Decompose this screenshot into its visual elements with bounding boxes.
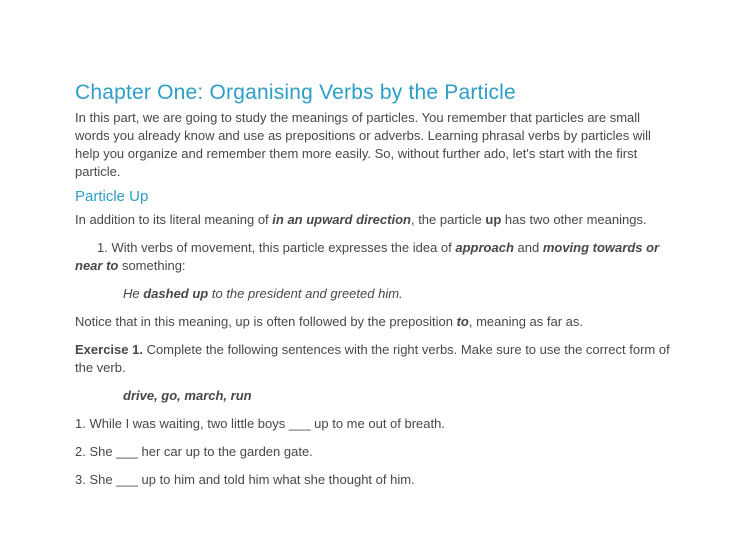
meaning-run-0: In addition to its literal meaning of xyxy=(75,212,273,227)
meaning-paragraph xyxy=(75,211,675,229)
note-run-0: Notice that in this meaning, up is often followed by the preposition xyxy=(75,314,457,329)
section-heading: Particle Up xyxy=(75,188,149,205)
point-run-3: moving towards or near to xyxy=(75,240,660,273)
point-run-2: and xyxy=(513,240,543,255)
document-content xyxy=(75,82,675,489)
point-run-0: 1. With verbs of movement, this particle expresses the idea of xyxy=(97,240,456,255)
example-sentence xyxy=(123,285,675,303)
exercise-sentence-1: 1. While I was waiting, two little boys ___ up to me out of breath. xyxy=(75,416,445,431)
meaning-run-3: up xyxy=(485,212,502,227)
exercise-sentence-2: 2. She ___ her car up to the garden gate. xyxy=(75,444,313,459)
point-run-1: approach xyxy=(455,240,514,255)
intro-paragraph: In this part, we are going to study the meanings of particles. You remember that particles are small words you already know and use as prepositions or adverbs. Learning phrasal verbs by particles will help you organize and remember them more easily. So, without further ado, let's start with the first particle. xyxy=(75,110,651,179)
exercise-label: Exercise 1. xyxy=(75,342,143,357)
note-paragraph xyxy=(75,313,675,331)
example-run-0: He xyxy=(123,286,144,301)
word-bank: drive, go, march, run xyxy=(123,388,252,403)
point-run-4: something: xyxy=(118,258,186,273)
note-run-1: to xyxy=(456,314,469,329)
meaning-run-1: in an upward direction xyxy=(272,212,411,227)
exercise-text: Complete the following sentences with the right verbs. Make sure to use the correct form of the verb. xyxy=(75,342,670,375)
numbered-point-paragraph xyxy=(75,239,675,275)
meaning-run-2: , the particle xyxy=(410,212,486,227)
exercise-sentence-3: 3. She ___ up to him and told him what she thought of him. xyxy=(75,472,415,487)
meaning-run-4: has two other meanings. xyxy=(501,212,647,227)
chapter-heading: Chapter One: Organising Verbs by the Particle xyxy=(75,81,516,104)
note-run-2: , meaning as far as. xyxy=(468,314,584,329)
example-run-2: to the president and greeted him. xyxy=(208,286,403,301)
example-run-1: dashed up xyxy=(143,286,209,301)
exercise-instruction xyxy=(75,341,675,377)
